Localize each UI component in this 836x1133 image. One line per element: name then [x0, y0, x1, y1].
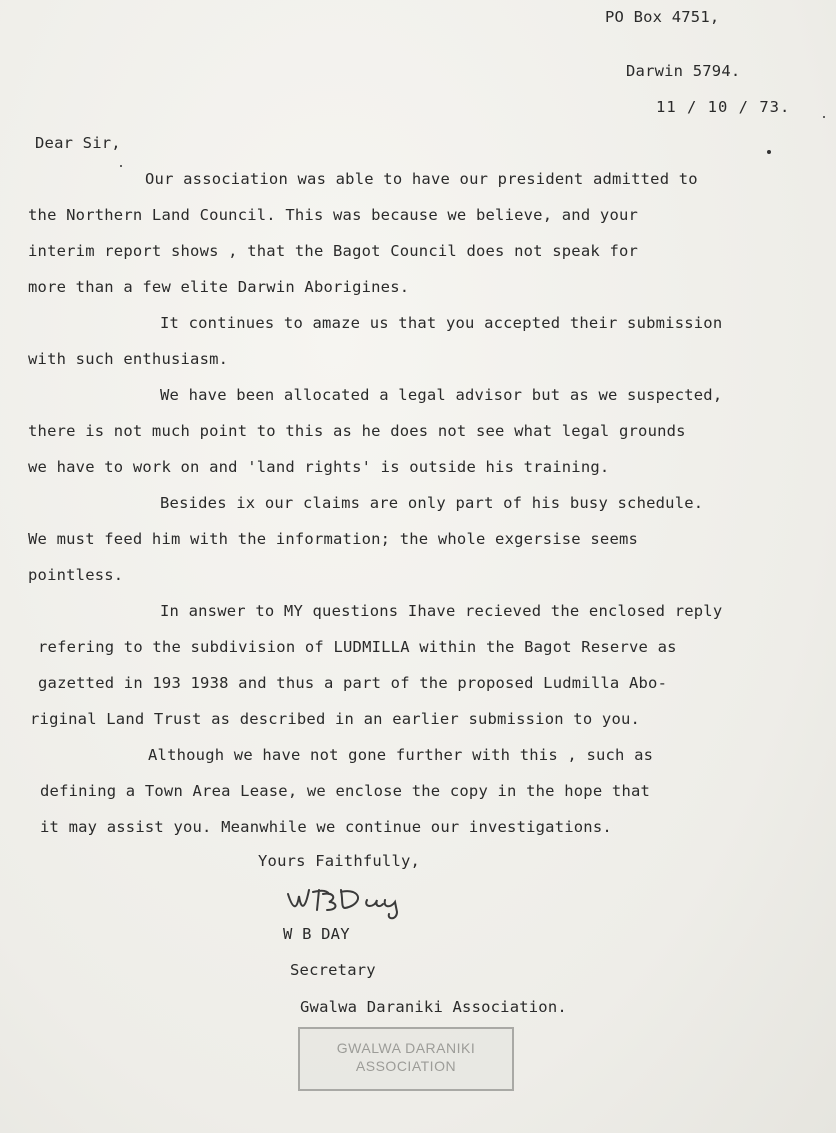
body-line: We have been allocated a legal advisor but as we suspected, [160, 386, 723, 404]
body-line: We must feed him with the information; the whole exgersise seems [28, 530, 639, 548]
stamp-line-1: GWALWA DARANIKI [336, 1040, 476, 1056]
body-line: refering to the subdivision of LUDMILLA within the Bagot Reserve as [38, 638, 677, 656]
body-line: we have to work on and 'land rights' is outside his training. [28, 458, 610, 476]
ink-speck [120, 165, 122, 167]
letter-date: 11 / 10 / 73. [656, 98, 791, 116]
body-line: the Northern Land Council. This was because we believe, and your [28, 206, 639, 224]
signatory-name: W B DAY [283, 925, 350, 943]
association-stamp [298, 1027, 514, 1091]
body-line: with such enthusiasm. [28, 350, 229, 368]
body-line: It continues to amaze us that you accepted their submission [160, 314, 723, 332]
body-line: gazetted in 193 1938 and thus a part of the proposed Ludmilla Abo- [38, 674, 668, 692]
stamp-line-2: ASSOCIATION [355, 1058, 457, 1074]
ink-speck [823, 116, 825, 118]
body-line: Besides ix our claims are only part of his busy schedule. [160, 494, 704, 512]
signatory-organisation: Gwalwa Daraniki Association. [300, 998, 567, 1016]
address-city: Darwin 5794. [626, 62, 741, 80]
body-line: pointless. [28, 566, 124, 584]
body-line: Although we have not gone further with this , such as [148, 746, 654, 764]
salutation: Dear Sir, [35, 134, 121, 152]
body-line: more than a few elite Darwin Aborigines. [28, 278, 410, 296]
ink-speck [767, 150, 771, 154]
body-line: riginal Land Trust as described in an earlier submission to you. [30, 710, 641, 728]
body-line: defining a Town Area Lease, we enclose the copy in the hope that [40, 782, 651, 800]
body-line: Our association was able to have our president admitted to [145, 170, 698, 188]
body-line: In answer to MY questions Ihave recieved the enclosed reply [160, 602, 723, 620]
signatory-title: Secretary [290, 961, 376, 979]
closing: Yours Faithfully, [258, 852, 421, 870]
address-po-box: PO Box 4751, [605, 8, 720, 26]
body-line: it may assist you. Meanwhile we continue our investigations. [40, 818, 612, 836]
body-line: there is not much point to this as he does not see what legal grounds [28, 422, 686, 440]
body-line: interim report shows , that the Bagot Council does not speak for [28, 242, 639, 260]
handwritten-signature [283, 880, 433, 920]
